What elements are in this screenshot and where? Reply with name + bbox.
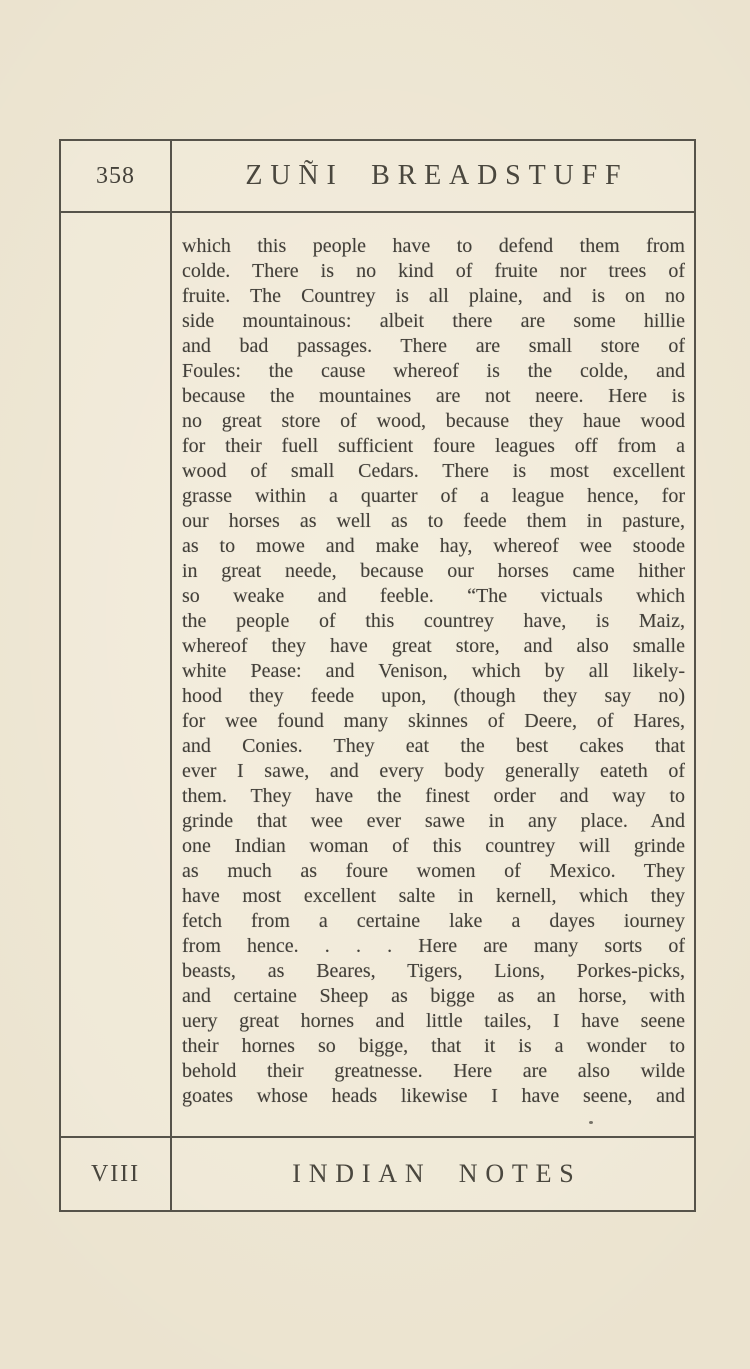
body-text-line: no great store of wood, because they haue wood bbox=[182, 410, 685, 432]
running-title: ZUÑI BREADSTUFF bbox=[172, 141, 694, 213]
body-text-line: in great neede, because our horses came hither bbox=[182, 560, 685, 582]
body-text-block bbox=[172, 213, 694, 1136]
body-text-line: for wee found many skinnes of Deere, of Hares, bbox=[182, 710, 685, 732]
body-text-line: for their fuell sufficient foure leagues off from a bbox=[182, 435, 685, 457]
body-text-line: white Pease: and Venison, which by all likely- bbox=[182, 660, 685, 682]
body-text-line: and certaine Sheep as bigge as an horse, with bbox=[182, 985, 685, 1007]
body-text-line: as much as foure women of Mexico. They bbox=[182, 860, 685, 882]
journal-title: INDIAN NOTES bbox=[172, 1136, 694, 1210]
body-text-line: goates whose heads likewise I have seene, and bbox=[182, 1085, 685, 1107]
body-text-line: uery great hornes and little tailes, I have seene bbox=[182, 1010, 685, 1032]
body-text-line: so weake and feeble. “The victuals which bbox=[182, 585, 685, 607]
body-text-line: have most excellent salte in kernell, which they bbox=[182, 885, 685, 907]
page-number: 358 bbox=[61, 141, 172, 213]
body-text-line: as to mowe and make hay, whereof wee stoode bbox=[182, 535, 685, 557]
body-text-line: colde. There is no kind of fruite nor trees of bbox=[182, 260, 685, 282]
body-text-line: behold their greatnesse. Here are also wilde bbox=[182, 1060, 685, 1082]
body-text-line: wood of small Cedars. There is most excellent bbox=[182, 460, 685, 482]
body-text-line: fruite. The Countrey is all plaine, and is on no bbox=[182, 285, 685, 307]
body-text-line: because the mountaines are not neere. Here is bbox=[182, 385, 685, 407]
body-text-line: one Indian woman of this countrey will grinde bbox=[182, 835, 685, 857]
body-text-line: and bad passages. There are small store of bbox=[182, 335, 685, 357]
body-text-line: side mountainous: albeit there are some hillie bbox=[182, 310, 685, 332]
left-margin-column bbox=[61, 213, 172, 1136]
page-frame bbox=[59, 139, 696, 1212]
body-text-line: beasts, as Beares, Tigers, Lions, Porkes-picks, bbox=[182, 960, 685, 982]
body-text-line: Foules: the cause whereof is the colde, and bbox=[182, 360, 685, 382]
body-text-line: from hence. . . . Here are many sorts of bbox=[182, 935, 685, 957]
body-text-line: the people of this countrey have, is Maiz, bbox=[182, 610, 685, 632]
body-text-line: fetch from a certaine lake a dayes iourney bbox=[182, 910, 685, 932]
body-text-line: their hornes so bigge, that it is a wonder to bbox=[182, 1035, 685, 1057]
body-text-line: grasse within a quarter of a league hence, for bbox=[182, 485, 685, 507]
body-text-line: grinde that wee ever sawe in any place. And bbox=[182, 810, 685, 832]
body-text-line: whereof they have great store, and also smalle bbox=[182, 635, 685, 657]
body-text-line: ever I sawe, and every body generally eateth of bbox=[182, 760, 685, 782]
body-text-line: and Conies. They eat the best cakes that bbox=[182, 735, 685, 757]
body-text-line: them. They have the finest order and way to bbox=[182, 785, 685, 807]
ink-speck bbox=[589, 1121, 593, 1124]
body-text-line: hood they feede upon, (though they say no) bbox=[182, 685, 685, 707]
body-text-line: our horses as well as to feede them in pasture, bbox=[182, 510, 685, 532]
volume-number: VIII bbox=[61, 1136, 172, 1210]
body-text-line: which this people have to defend them from bbox=[182, 235, 685, 257]
